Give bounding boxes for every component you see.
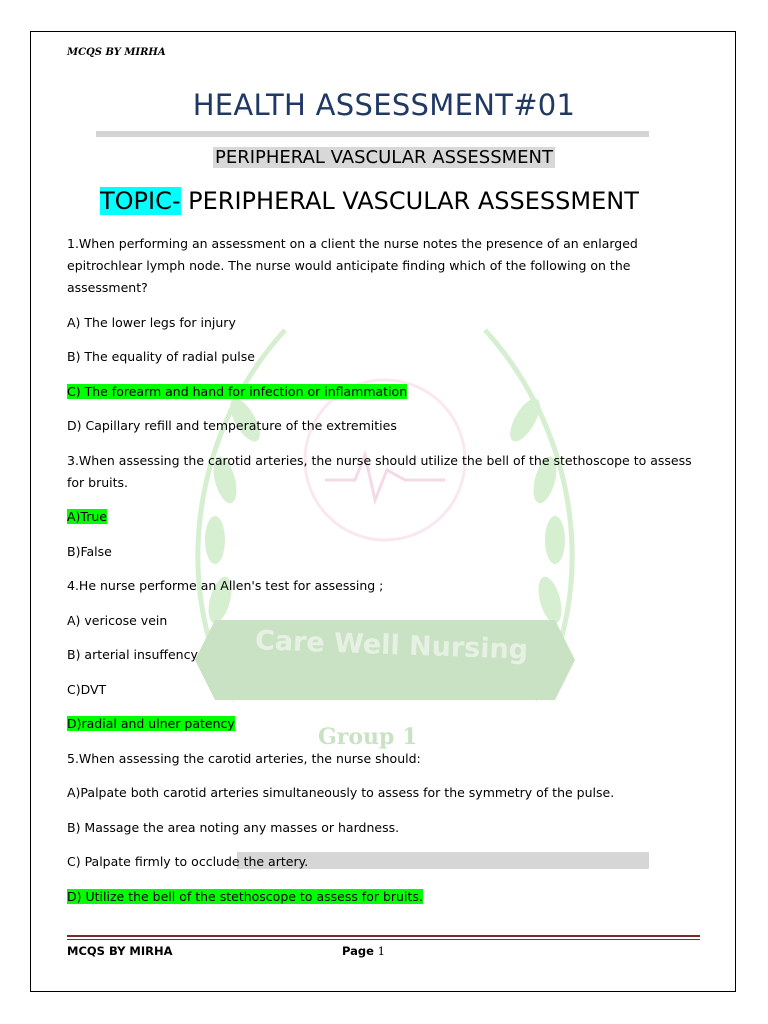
topic-label: TOPIC- [100,187,181,215]
question-stem: 1.When performing an assessment on a client the nurse notes the presence of an enlarged epitrochlear lymph node. The nurse would anticipate finding which of the following on the assessment? [67,236,638,295]
correct-option: D)radial and ulner patency [67,716,235,731]
subtitle-text: PERIPHERAL VASCULAR ASSESSMENT [214,147,554,168]
option: B) arterial insuffency [67,647,198,662]
option: B) Massage the area noting any masses or hardness. [67,819,400,835]
question-list [67,233,707,920]
watermark-banner-text: Care Well Nursing [254,625,529,666]
correct-option: C) The forearm and hand for infection or inflammation [67,383,408,399]
page-label: Page [342,944,374,958]
option: B)False [67,543,112,559]
topic-line [100,187,639,215]
question-stem: 5.When assessing the carotid arteries, the nurse should: [67,750,421,766]
title-rule [96,131,649,137]
footer-rule-thin [67,939,700,940]
page-number-value: 1 [377,944,385,958]
correct-option: D) Utilize the bell of the stethoscope to assess for bruits. [67,888,423,904]
option: A) The lower legs for injury [67,314,236,330]
question-stem: 4.He nurse performe an Allen's test for assessing ; [67,578,384,593]
option: A) vericose vein [67,612,168,628]
option: D) Capillary refill and temperature of the extremities [67,418,397,433]
option: A)Palpate both carotid arteries simultaneously to assess for the symmetry of the pulse. [67,785,615,800]
page-title: HEALTH ASSESSMENT#01 [192,88,576,122]
topic-text: PERIPHERAL VASCULAR ASSESSMENT [180,187,639,215]
footer-author: MCQS BY MIRHA [67,944,173,958]
page-number [342,944,385,958]
question-stem: 3.When assessing the carotid arteries, the nurse should utilize the bell of the stethoscope to assess for bruits. [67,452,692,490]
header-note: MCQS BY MIRHA [67,47,166,58]
subtitle [0,147,768,168]
watermark-group-text: Group 1 [318,724,418,750]
option: B) The equality of radial pulse [67,349,255,364]
option: C) Palpate firmly to occlude the artery. [67,854,309,869]
option: C)DVT [67,681,107,697]
correct-option: A)True [67,509,107,524]
footer-rule [67,935,700,937]
